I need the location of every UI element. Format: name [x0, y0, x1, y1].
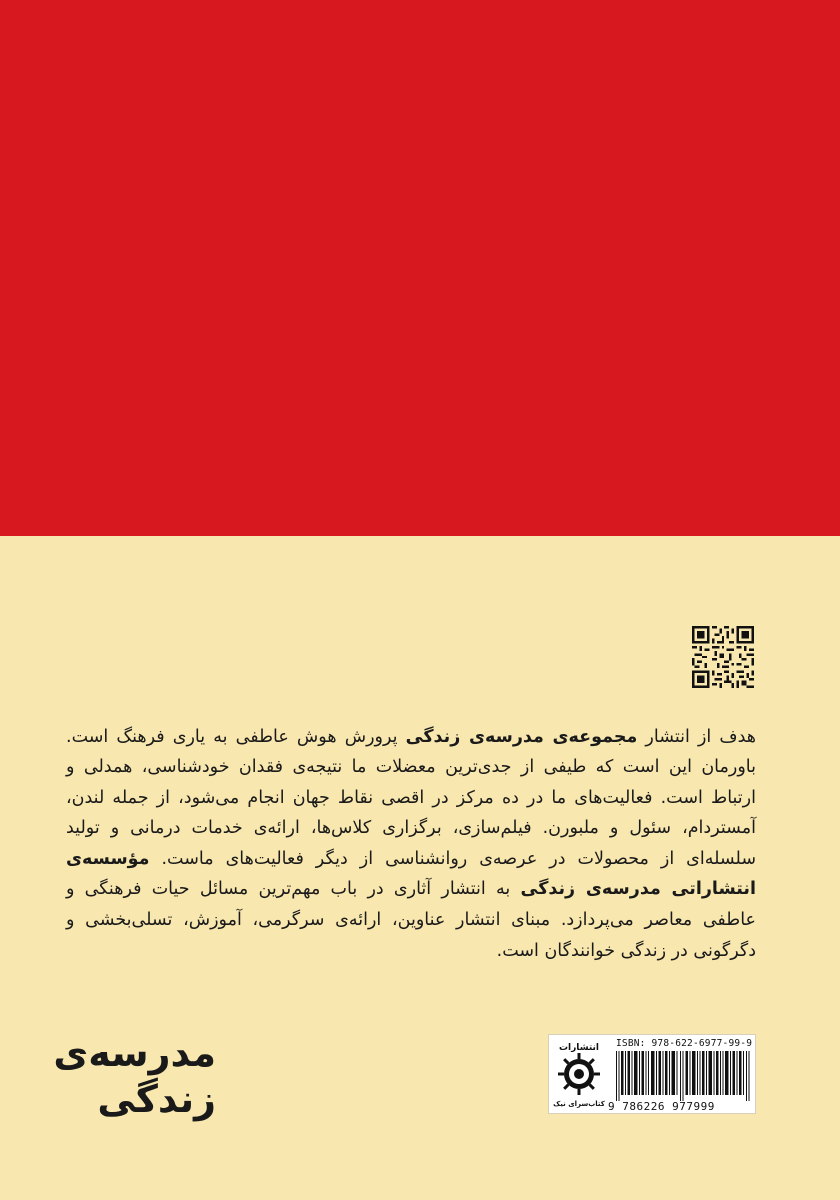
- blurb-text-1: هدف از انتشار: [637, 726, 756, 747]
- qr-code-icon: [692, 626, 754, 688]
- isbn-digits: 9 786226 977999: [608, 1100, 715, 1113]
- publisher-logo-icon: [551, 1038, 607, 1110]
- series-title: [53, 1030, 216, 1122]
- red-band: [0, 0, 840, 536]
- blurb-paragraph: [66, 722, 756, 967]
- barcode-icon: [616, 1051, 750, 1101]
- blurb-text-2: پرورش هوش عاطفی به یاری فرهنگ است. باورمان این است که طیفی از جدی‌ترین معضلات ما نتیجه‌ی فقدان خودشناسی، همدلی و ارتباط است. فعالیت‌های ما در ده مرکز در اقصی نقاط جهان انجام می‌شود، از جمله لندن، آمستردام، سئول و ملبورن. فیلم‌سازی، برگزاری کلاس‌ها، ارائه‌ی خدمات درمانی و تولید سلسله‌ای از محصولات در عرصه‌ی روانشناسی از دیگر فعالیت‌های ماست.: [66, 726, 756, 869]
- blurb-publisher-name: مؤسسه‌ی انتشاراتی مدرسه‌ی زندگی: [66, 848, 756, 900]
- publisher-logo-text-bottom: کتاب‌سرای نیک: [553, 1100, 605, 1108]
- isbn-label: ISBN: 978-622-6977-99-9: [616, 1038, 753, 1049]
- publisher-logo-text-top: انتشارات: [559, 1043, 599, 1053]
- series-title-line-1: مدرسه‌ی: [53, 1031, 216, 1075]
- series-title-line-2: زندگی: [97, 1077, 216, 1121]
- blurb-series-name: مجموعه‌ی مدرسه‌ی زندگی: [405, 726, 638, 747]
- blurb-text-3: به انتشار آثاری در باب مهم‌ترین مسائل حیات فرهنگی و عاطفی معاصر می‌پردازد. مبنای انتشار عناوین، ارائه‌ی سرگرمی، آموزش، تسلی‌بخشی و دگرگونی در زندگی خوانندگان است.: [66, 879, 756, 961]
